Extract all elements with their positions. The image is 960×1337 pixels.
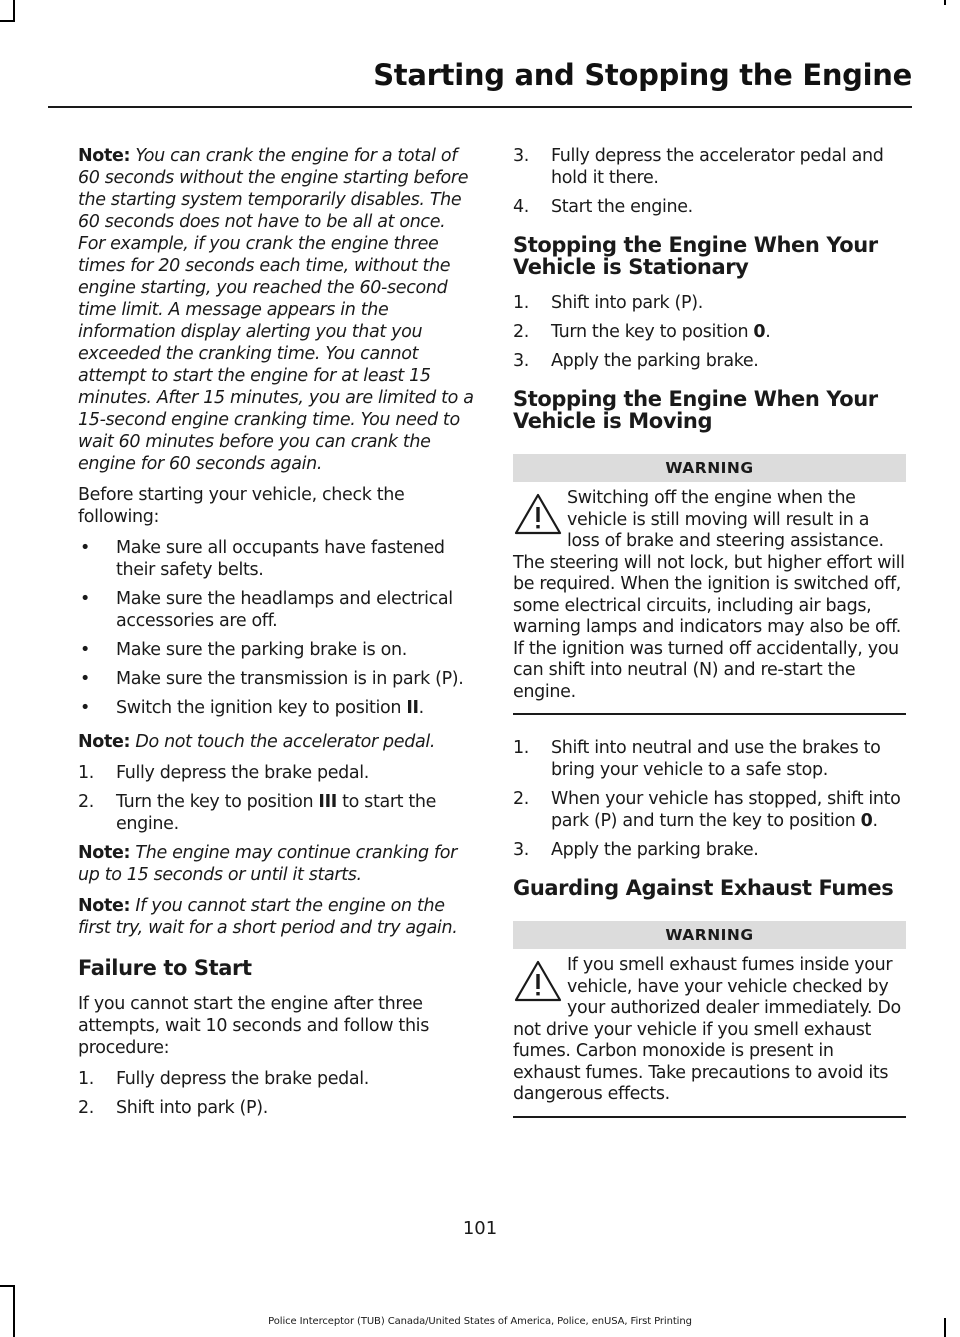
list-item: 4. Start the engine.: [513, 197, 693, 217]
crop-mark: [0, 1285, 15, 1287]
step-text: Shift into neutral and use the brakes to bring your vehicle to a safe stop.: [551, 738, 881, 780]
step-text: Shift into park (P).: [116, 1098, 268, 1118]
position-value: 0: [860, 811, 873, 831]
note-paragraph: [78, 842, 474, 886]
warning-header: WARNING: [513, 921, 906, 949]
publication-footer: Police Interceptor (TUB) Canada/United States of America, Police, enUSA, First Printing: [268, 1316, 692, 1327]
section-intro: If you cannot start the engine after three attempts, wait 10 seconds and follow this procedure:: [78, 994, 429, 1058]
right-column: [513, 145, 906, 1140]
step-text: Shift into park (P).: [551, 293, 703, 313]
crop-mark: [13, 0, 15, 22]
note-text: The engine may continue cranking for up to 15 seconds or until it starts.: [78, 843, 457, 885]
warning-text: If you smell exhaust fumes inside your vehicle, have your vehicle checked by your authorized dealer immediately. Do not drive your vehicle if you smell exhaust fumes. Carbon monoxide is present in exhaust fumes. Take precautions to avoid its dangerous effects.: [513, 955, 901, 1104]
note-paragraph: [78, 145, 474, 475]
list-item: • Switch the ignition key to position II.: [80, 698, 424, 718]
note-paragraph: [78, 895, 474, 939]
list-item: • Make sure all occupants have fastened their safety belts.: [80, 538, 445, 580]
list-item-text: Make sure the parking brake is on.: [116, 640, 407, 660]
left-column: [78, 145, 474, 1126]
list-item: 2. Turn the key to position III to start the engine.: [78, 792, 437, 834]
list-item-text: Make sure the transmission is in park (P).: [116, 669, 464, 689]
step-text: to start the engine.: [116, 792, 437, 834]
list-item-text: Make sure the headlamps and electrical accessories are off.: [116, 589, 453, 631]
note-paragraph: [78, 731, 474, 753]
note-label: Note:: [78, 843, 131, 863]
step-text: Fully depress the brake pedal.: [116, 763, 369, 783]
list-item: • Make sure the parking brake is on.: [80, 640, 407, 660]
list-item: 2. Shift into park (P).: [78, 1098, 268, 1118]
list-item: • Make sure the transmission is in park (P).: [80, 669, 464, 689]
crop-mark: [0, 20, 15, 22]
warning-box: [513, 955, 906, 1118]
intro-text: Before starting your vehicle, check the following:: [78, 485, 405, 527]
crop-mark: [13, 1285, 15, 1337]
crop-mark: [944, 0, 946, 5]
list-item: 1. Shift into park (P).: [513, 293, 703, 313]
step-text: Fully depress the accelerator pedal and hold it there.: [551, 146, 884, 188]
punctuation: .: [418, 698, 424, 718]
note-label: Note:: [78, 732, 131, 752]
position-value: 0: [753, 322, 766, 342]
note-text: If you cannot start the engine on the first try, wait for a short period and try again.: [78, 896, 458, 938]
section-heading: Failure to Start: [78, 956, 252, 980]
note-text: You can crank the engine for a total of 60 seconds without the engine starting before the starting system temporarily disables. The 60 seconds does not have to be all at once. For example, if you crank the engine three times for 20 seconds each time, without the engine starting, you reached the 60-second time limit. A message appears in the information display alerting you that you exceeded the cranking time. You cannot attempt to start the engine for at least 15 minutes. After 15 minutes, you are limited to a 15-second engine cranking time. You need to wait 60 minutes before you can crank the engine for 60 seconds again.: [78, 146, 474, 474]
warning-triangle-icon: [513, 959, 563, 1003]
list-item: 1. Fully depress the brake pedal.: [78, 1069, 369, 1089]
note-text: Do not touch the accelerator pedal.: [135, 732, 436, 752]
position-value: III: [318, 792, 337, 812]
step-text: Fully depress the brake pedal.: [116, 1069, 369, 1089]
list-item: 2. Turn the key to position 0.: [513, 322, 771, 342]
header-rule: [48, 106, 912, 108]
note-label: Note:: [78, 896, 131, 916]
step-text: Apply the parking brake.: [551, 351, 759, 371]
list-item: 1. Fully depress the brake pedal.: [78, 763, 369, 783]
warning-box: [513, 488, 906, 715]
section-heading: Guarding Against Exhaust Fumes: [513, 876, 894, 900]
list-item-text: Make sure all occupants have fastened their safety belts.: [116, 538, 445, 580]
warning-text: Switching off the engine when the vehicle is still moving will result in a loss of brake and steering assistance. The steering will not lock, but higher effort will be required. When the ignition is switched off, some electrical circuits, including air bags, warning lamps and indicators may also be off. If the ignition was turned off accidentally, you can shift into neutral (N) and re-start the engine.: [513, 488, 905, 702]
step-text: When your vehicle has stopped, shift into park (P) and turn the key to position: [551, 789, 901, 831]
list-item: 3. Apply the parking brake.: [513, 840, 759, 860]
list-item: 2. When your vehicle has stopped, shift into park (P) and turn the key to position 0.: [513, 789, 901, 831]
page-number: 101: [462, 1218, 498, 1239]
step-text: Turn the key to position: [116, 792, 319, 812]
step-text: Turn the key to position: [551, 322, 754, 342]
warning-header: WARNING: [513, 454, 906, 482]
warning-triangle-icon: [513, 492, 563, 536]
section-heading: Stopping the Engine When Your Vehicle is Stationary: [513, 233, 878, 279]
page-title: Starting and Stopping the Engine: [373, 58, 912, 92]
punctuation: .: [765, 322, 771, 342]
list-item: 3. Fully depress the accelerator pedal and hold it there.: [513, 146, 884, 188]
punctuation: .: [872, 811, 878, 831]
section-heading: Stopping the Engine When Your Vehicle is Moving: [513, 387, 878, 433]
position-value: II: [406, 698, 419, 718]
list-item-text: Switch the ignition key to position: [116, 698, 407, 718]
list-item: 3. Apply the parking brake.: [513, 351, 759, 371]
step-text: Start the engine.: [551, 197, 693, 217]
step-text: Apply the parking brake.: [551, 840, 759, 860]
note-label: Note:: [78, 146, 131, 166]
list-item: • Make sure the headlamps and electrical accessories are off.: [80, 589, 453, 631]
list-item: 1. Shift into neutral and use the brakes to bring your vehicle to a safe stop.: [513, 738, 881, 780]
